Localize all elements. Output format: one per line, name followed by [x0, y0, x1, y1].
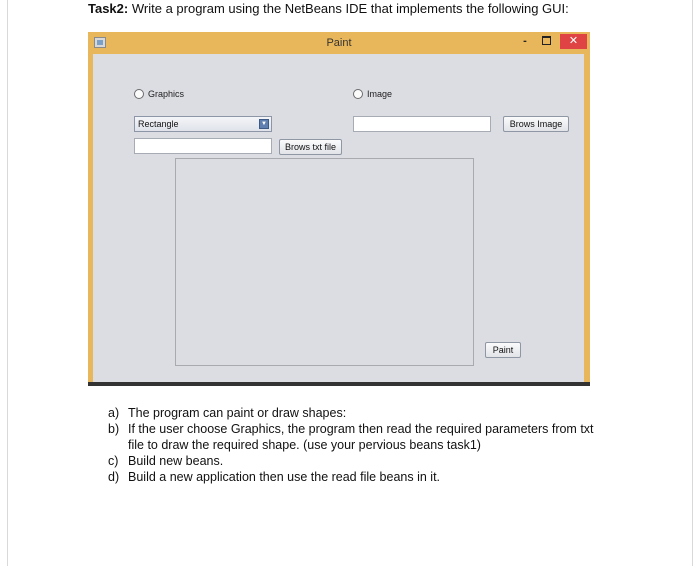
shape-combo-box[interactable] — [134, 116, 272, 132]
maximize-icon — [542, 36, 551, 45]
close-button[interactable]: ✕ — [560, 34, 587, 49]
maximize-button[interactable] — [540, 34, 552, 49]
list-marker: c) — [108, 454, 119, 468]
drawing-panel[interactable] — [175, 158, 474, 366]
minimize-button[interactable]: - — [523, 35, 527, 47]
radio-image[interactable] — [353, 89, 392, 99]
list-marker: b) — [108, 422, 120, 436]
list-text: Build new beans. — [128, 454, 224, 468]
list-marker: a) — [108, 406, 120, 420]
task-heading — [88, 1, 569, 16]
radio-graphics[interactable] — [134, 89, 184, 99]
list-item — [108, 469, 608, 485]
paint-window — [88, 32, 590, 386]
window-titlebar[interactable] — [88, 32, 590, 54]
combo-dropdown-arrow-icon[interactable]: ▼ — [259, 119, 269, 129]
list-text: If the user choose Graphics, the program then read the required parameters from txt file to draw the required shape. (use your pervious beans task1) — [128, 422, 594, 452]
list-item — [108, 453, 608, 469]
task-heading-text: Write a program using the NetBeans IDE that implements the following GUI: — [131, 1, 569, 16]
shape-combo-value: Rectangle — [138, 119, 179, 129]
browse-txt-file-button[interactable]: Brows txt file — [279, 139, 342, 155]
list-text: Build a new application then use the read file beans in it. — [128, 470, 441, 484]
window-client-area — [93, 54, 584, 382]
page-border-right — [692, 0, 693, 566]
radio-graphics-label[interactable]: Graphics — [148, 89, 185, 99]
window-bottom-border — [88, 382, 590, 386]
browse-image-button[interactable]: Brows Image — [503, 116, 569, 132]
list-item — [108, 405, 608, 421]
list-text: The program can paint or draw shapes: — [128, 406, 347, 420]
radio-image-circle[interactable] — [353, 89, 363, 99]
page-border-left — [7, 0, 8, 566]
image-path-field[interactable] — [353, 116, 491, 132]
radio-image-label[interactable]: Image — [367, 89, 393, 99]
list-item — [108, 421, 608, 453]
list-marker: d) — [108, 470, 120, 484]
paint-button[interactable]: Paint — [485, 342, 521, 358]
question-list — [108, 405, 608, 485]
txt-file-path-field[interactable] — [134, 138, 272, 154]
radio-graphics-circle[interactable] — [134, 89, 144, 99]
task-heading-bold: Task2: — [88, 1, 129, 16]
window-title: Paint — [326, 37, 352, 49]
